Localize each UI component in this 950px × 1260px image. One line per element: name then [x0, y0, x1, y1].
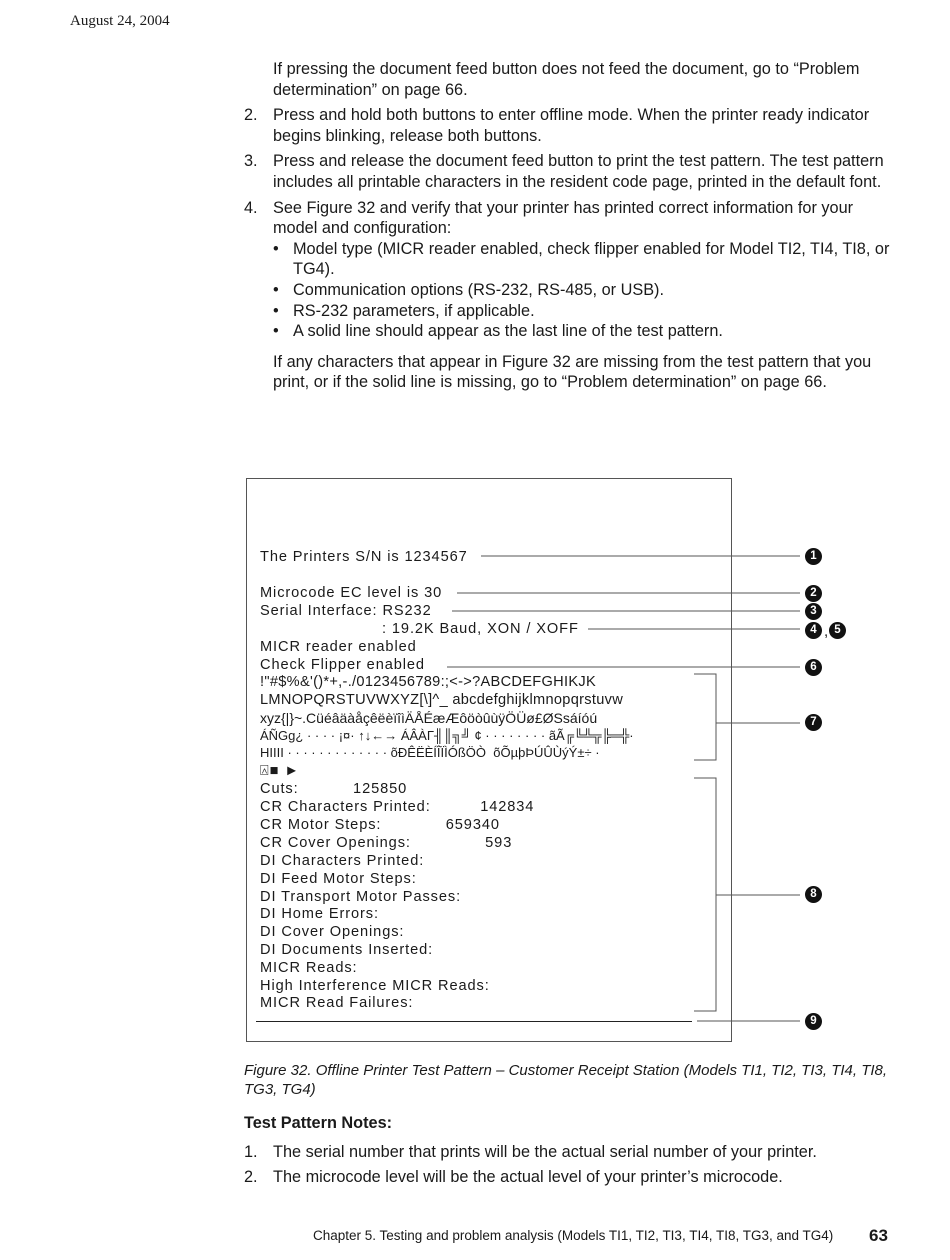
- charset-line: !"#$%&'()*+,-./0123456789:;<->?ABCDEFGHIKJK: [260, 674, 597, 690]
- bullet-dot: •: [273, 239, 279, 258]
- counter-line: Cuts: 125850: [260, 781, 408, 797]
- counter-line: DI Feed Motor Steps:: [260, 871, 417, 887]
- counter-line: MICR Read Failures:: [260, 995, 414, 1011]
- note-number: 2.: [244, 1168, 258, 1186]
- counter-line: DI Home Errors:: [260, 906, 379, 922]
- callout-3: 3: [805, 603, 822, 620]
- notes-title: Test Pattern Notes:: [244, 1114, 393, 1132]
- page-number: 63: [869, 1226, 888, 1245]
- callout-8: 8: [805, 886, 822, 903]
- closing-paragraph: If any characters that appear in Figure 32 are missing from the test pattern that you print, or if the solid line is missing, go to “Problem determination” on page 66.: [273, 352, 872, 392]
- charset-line: ÁÑGg¿ · · · · ¡¤· ↑↓←→ ÁÂÀΓ╢║╗╝ ¢ · · · · · · · · ãÃ╔╚╩╦╠═╬·: [260, 728, 634, 743]
- counter-line: CR Motor Steps: 659340: [260, 817, 500, 833]
- bullet-item: [244, 239, 892, 280]
- note-text: The microcode level will be the actual level of your printer’s microcode.: [273, 1168, 783, 1186]
- step-text: See Figure 32 and verify that your printer has printed correct information for your model and configuration:: [273, 198, 854, 238]
- counter-line: DI Characters Printed:: [260, 853, 425, 869]
- page-date: August 24, 2004: [70, 13, 170, 29]
- bullet-text: A solid line should appear as the last line of the test pattern.: [293, 322, 723, 341]
- chapter-footer: Chapter 5. Testing and problem analysis (Models TI1, TI2, TI3, TI4, TI8, TG3, and TG4): [313, 1228, 834, 1243]
- note-item: [244, 1165, 892, 1190]
- intro-paragraph: If pressing the document feed button does not feed the document, go to “Problem determination” on page 66.: [273, 60, 860, 99]
- step-item: [244, 151, 892, 192]
- step-item: [244, 198, 892, 239]
- counter-line: DI Transport Motor Passes:: [260, 889, 462, 905]
- step-text: Press and hold both buttons to enter offline mode. When the printer ready indicator begins blinking, release both buttons.: [273, 106, 870, 145]
- callout-2: 2: [805, 585, 822, 602]
- callout-separator: ,: [824, 623, 829, 640]
- counter-line: CR Characters Printed: 142834: [260, 799, 535, 815]
- solid-line: [256, 1021, 692, 1022]
- counter-line: MICR Reads:: [260, 960, 358, 976]
- notes-list: [244, 1140, 892, 1190]
- callout-7: 7: [805, 714, 822, 731]
- baud-line: : 19.2K Baud, XON / XOFF: [382, 621, 579, 637]
- micr-reader-line: MICR reader enabled: [260, 639, 417, 655]
- bullet-dot: •: [273, 301, 279, 320]
- step-text: Press and release the document feed button to print the test pattern. The test pattern includes all printable characters in the resident code page, printed in the default font.: [273, 152, 884, 191]
- bullet-dot: •: [273, 322, 279, 341]
- step-number: 2.: [244, 106, 258, 125]
- bullet-item: [244, 301, 892, 322]
- counter-line: DI Documents Inserted:: [260, 942, 434, 958]
- bullet-dot: •: [273, 280, 279, 299]
- body-text: [244, 59, 892, 393]
- bullet-text: RS-232 parameters, if applicable.: [293, 301, 535, 320]
- callout-5: 5: [829, 622, 846, 639]
- serial-interface-line: Serial Interface: RS232: [260, 603, 432, 619]
- step-item: [244, 105, 892, 146]
- callout-4: 4: [805, 622, 822, 639]
- step-number: 4.: [244, 198, 258, 217]
- step-number: 3.: [244, 152, 258, 171]
- charset-line: LMNOPQRSTUVWXYZ[\]^_ abcdefghijklmnopqrstuvw: [260, 692, 624, 708]
- callout-9: 9: [805, 1013, 822, 1030]
- test-pattern-figure: [246, 478, 732, 1042]
- note-text: The serial number that prints will be the actual serial number of your printer.: [273, 1143, 817, 1161]
- bullet-text: Model type (MICR reader enabled, check flipper enabled for Model TI2, TI4, TI8, or TG4).: [293, 239, 890, 279]
- counter-line: DI Cover Openings:: [260, 924, 405, 940]
- counter-line: CR Cover Openings: 593: [260, 835, 513, 851]
- bullet-item: [244, 280, 892, 301]
- figure-caption: Figure 32. Offline Printer Test Pattern – Customer Receipt Station (Models TI1, TI2, TI3, TI4, TI8, TG3, TG4): [244, 1062, 888, 1098]
- bullet-text: Communication options (RS-232, RS-485, or USB).: [293, 280, 665, 299]
- check-flipper-line: Check Flipper enabled: [260, 657, 425, 673]
- charset-line: xyz{|}~.CüéâäàåçêëèïîìÄÅÉæÆôöòûùÿÖÜø£ØSsáíóú: [260, 710, 598, 726]
- note-item: [244, 1140, 892, 1165]
- note-number: 1.: [244, 1143, 258, 1161]
- serial-number-line: The Printers S/N is 1234567: [260, 549, 468, 565]
- microcode-line: Microcode EC level is 30: [260, 585, 443, 601]
- callout-6: 6: [805, 659, 822, 676]
- counter-line: High Interference MICR Reads:: [260, 978, 490, 994]
- callout-1: 1: [805, 548, 822, 565]
- charset-line: ⍓■ ►: [260, 763, 300, 779]
- charset-line: HIIII · · · · · · · · · · · · · õÐÊËÈÍÎÏÌÓßÖÒ õÕµþÞÚÛÙýÝ±÷ ·: [260, 745, 600, 760]
- bullet-item: [244, 321, 892, 342]
